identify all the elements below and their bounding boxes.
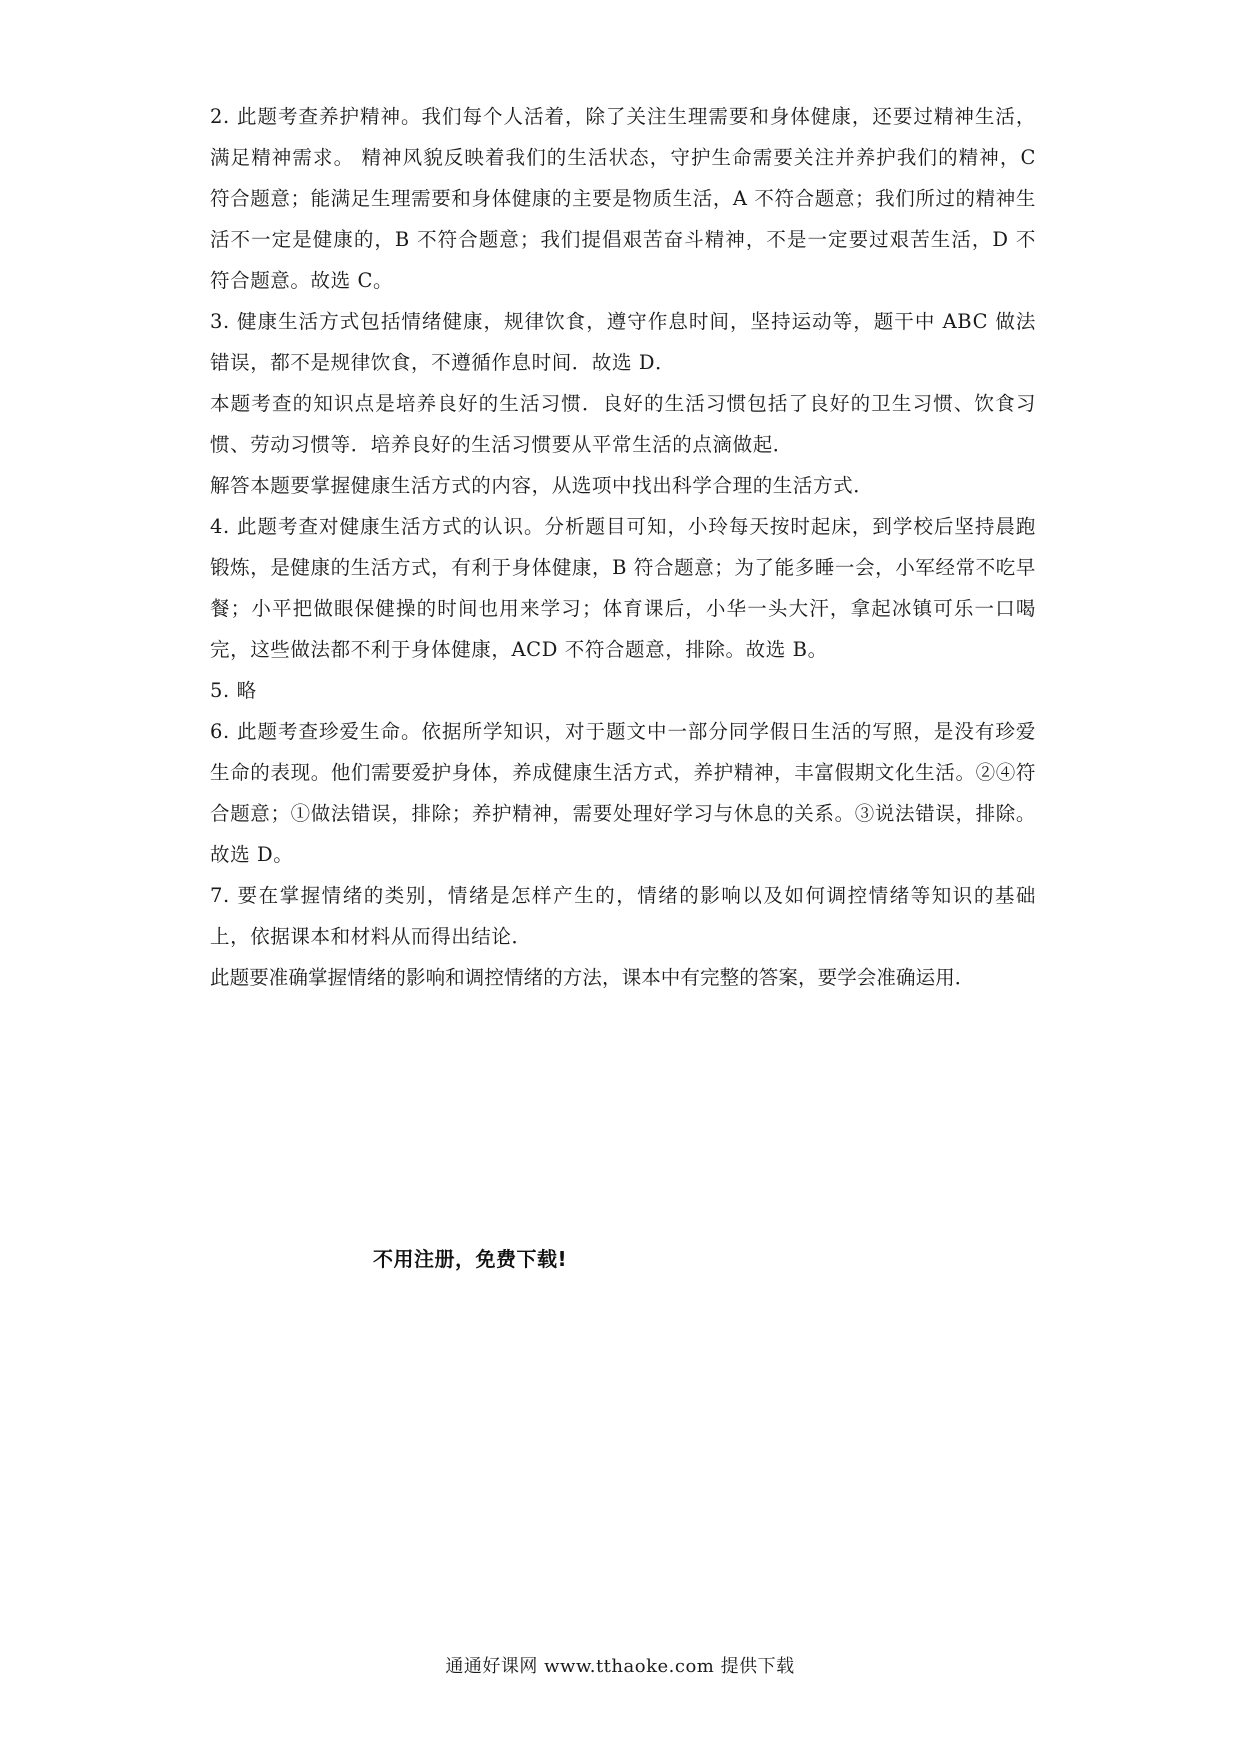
- answer-2-paragraph: 2. 此题考查养护精神。我们每个人活着，除了关注生理需要和身体健康，还要过精神生活，满足精神需求。 精神风貌反映着我们的生活状态，守护生命需要关注并养护我们的精神，C 符合题意；能满足生理需要和身体健康的主要是物质生活，A 不符合题意；我们所过的精神生活不一定是健康的，B 不符合题意；我们提倡艰苦奋斗精神，不是一定要过艰苦生活，D 不符合题意。故选 C。: [210, 105, 1036, 292]
- answer-4-paragraph: 4. 此题考查对健康生活方式的认识。分析题目可知，小玲每天按时起床，到学校后坚持晨跑锻炼，是健康的生活方式，有利于身体健康，B 符合题意；为了能多睡一会，小军经常不吃早餐；小平把做眼保健操的时间也用来学习；体育课后，小华一头大汗，拿起冰镇可乐一口喝完，这些做法都不利于身体健康，ACD 不符合题意，排除。故选 B。: [210, 515, 1036, 661]
- promo-text: 不用注册，免费下载!: [373, 1247, 568, 1271]
- answer-3-paragraph: 3. 健康生活方式包括情绪健康，规律饮食，遵守作息时间，坚持运动等，题干中 ABC 做法错误，都不是规律饮食，不遵循作息时间．故选 D．: [210, 310, 1036, 374]
- answer-7-note-paragraph: 此题要准确掌握情绪的影响和调控情绪的方法，课本中有完整的答案，要学会准确运用．: [210, 966, 975, 989]
- document-body: [210, 96, 1036, 998]
- answer-7-paragraph: 7. 要在掌握情绪的类别，情绪是怎样产生的，情绪的影响以及如何调控情绪等知识的基础上，依据课本和材料从而得出结论．: [210, 884, 1036, 948]
- answer-5-paragraph: 5. 略: [210, 679, 257, 702]
- answer-6-paragraph: 6. 此题考查珍爱生命。依据所学知识，对于题文中一部分同学假日生活的写照，是没有珍爱生命的表现。他们需要爱护身体，养成健康生活方式，养护精神，丰富假期文化生活。②④符合题意；①做法错误，排除；养护精神，需要处理好学习与休息的关系。③说法错误，排除。故选 D。: [210, 720, 1036, 866]
- answer-3-solution-paragraph: 解答本题要掌握健康生活方式的内容，从选项中找出科学合理的生活方式．: [210, 474, 874, 497]
- page-footer: 通通好课网 www.tthaoke.com 提供下载: [445, 1656, 795, 1677]
- answer-3-knowledge-paragraph: 本题考查的知识点是培养良好的生活习惯．良好的生活习惯包括了良好的卫生习惯、饮食习惯、劳动习惯等．培养良好的生活习惯要从平常生活的点滴做起．: [210, 392, 1036, 456]
